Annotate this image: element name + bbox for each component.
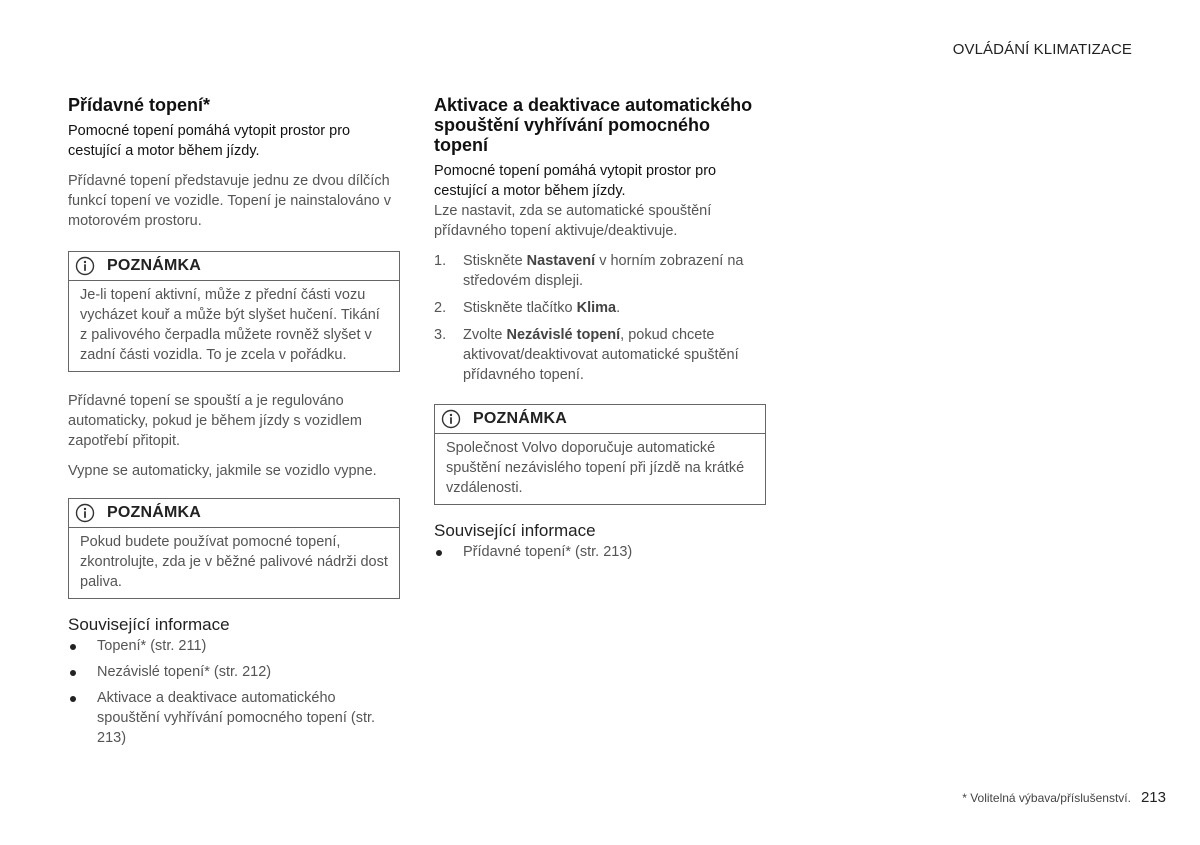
step-text: Stiskněte xyxy=(463,253,527,269)
steps-list xyxy=(434,251,766,385)
left-related-title: Související informace xyxy=(68,615,230,634)
step-2 xyxy=(434,298,766,318)
step-number: 1. xyxy=(434,253,447,269)
step-number: 2. xyxy=(434,300,447,316)
related-link-topeni[interactable]: Topení* (str. 211) xyxy=(68,636,400,656)
note-text: Je-li topení aktivní, může z přední části vozu vycházet kouř a může být slyšet hučení. Tikání z palivového čerpadla můžete rovněž slyšet v zadní části vozidla. To je zcela v pořádku. xyxy=(80,287,380,363)
related-link-aktivace[interactable]: Aktivace a deaktivace automatického spouštění vyhřívání pomocného topení (str. 213) xyxy=(68,688,400,748)
left-paragraph-2: Přídavné topení se spouští a je regulováno automaticky, pokud je během jízdy s vozidlem zapotřebí přitopit. xyxy=(68,393,362,449)
right-paragraph-1: Lze nastavit, zda se automatické spouštění přídavného topení aktivuje/deaktivuje. xyxy=(434,203,712,239)
left-related-list xyxy=(68,636,400,748)
right-related-title: Související informace xyxy=(434,521,596,540)
note-header xyxy=(69,499,399,528)
info-circle-icon xyxy=(75,256,95,276)
related-link-pridavne-topeni[interactable]: Přídavné topení* (str. 213) xyxy=(434,542,766,562)
left-intro: Pomocné topení pomáhá vytopit prostor pro cestující a motor během jízdy. xyxy=(68,123,351,159)
note-box-2 xyxy=(68,498,400,599)
note-title: POZNÁMKA xyxy=(107,504,202,521)
left-title: Přídavné topení* xyxy=(68,95,211,115)
note-header xyxy=(435,405,765,434)
left-column xyxy=(68,95,400,754)
related-link-nezavisle-topeni[interactable]: Nezávislé topení* (str. 212) xyxy=(68,662,400,682)
section-header: OVLÁDÁNÍ KLIMATIZACE xyxy=(952,41,1132,58)
note-title: POZNÁMKA xyxy=(473,410,568,427)
page-number: 213 xyxy=(1140,789,1166,806)
right-column xyxy=(434,95,766,568)
step-text: Zvolte xyxy=(463,327,507,343)
footnote: * Volitelná výbava/příslušenství. xyxy=(962,791,1131,805)
step-keyword: Klima xyxy=(576,300,617,316)
step-text: Stiskněte tlačítko xyxy=(463,300,577,316)
note-title: POZNÁMKA xyxy=(107,257,202,274)
step-3 xyxy=(434,325,766,385)
step-text: , pokud chcete aktivovat/deaktivovat automatické spuštění přídavného topení. xyxy=(463,327,739,383)
note-text: Společnost Volvo doporučuje automatické spuštění nezávislého topení při jízdě na krátké vzdálenosti. xyxy=(446,440,745,496)
note-box-3 xyxy=(434,404,766,505)
right-intro: Pomocné topení pomáhá vytopit prostor pro cestující a motor během jízdy. xyxy=(434,163,717,199)
step-number: 3. xyxy=(434,327,447,343)
note-header xyxy=(69,252,399,281)
step-keyword: Nezávislé topení xyxy=(506,327,621,343)
right-related-list xyxy=(434,542,766,562)
step-text: . xyxy=(616,300,621,316)
step-1 xyxy=(434,251,766,291)
left-paragraph-3: Vypne se automaticky, jakmile se vozidlo vypne. xyxy=(68,463,377,479)
step-text: v horním zobrazení na středovém displeji. xyxy=(463,253,744,289)
step-keyword: Nastavení xyxy=(526,253,596,269)
page-footer xyxy=(962,789,1166,806)
left-paragraph-1: Přídavné topení představuje jednu ze dvou dílčích funkcí topení ve vozidle. Topení je nainstalováno v motorovém prostoru. xyxy=(68,173,391,229)
info-circle-icon xyxy=(75,503,95,523)
note-box-1 xyxy=(68,251,400,372)
info-circle-icon xyxy=(441,409,461,429)
note-text: Pokud budete používat pomocné topení, zkontrolujte, zda je v běžné palivové nádrži dost paliva. xyxy=(80,534,388,590)
right-title: Aktivace a deaktivace automatického spouštění vyhřívání pomocného topení xyxy=(434,95,753,155)
